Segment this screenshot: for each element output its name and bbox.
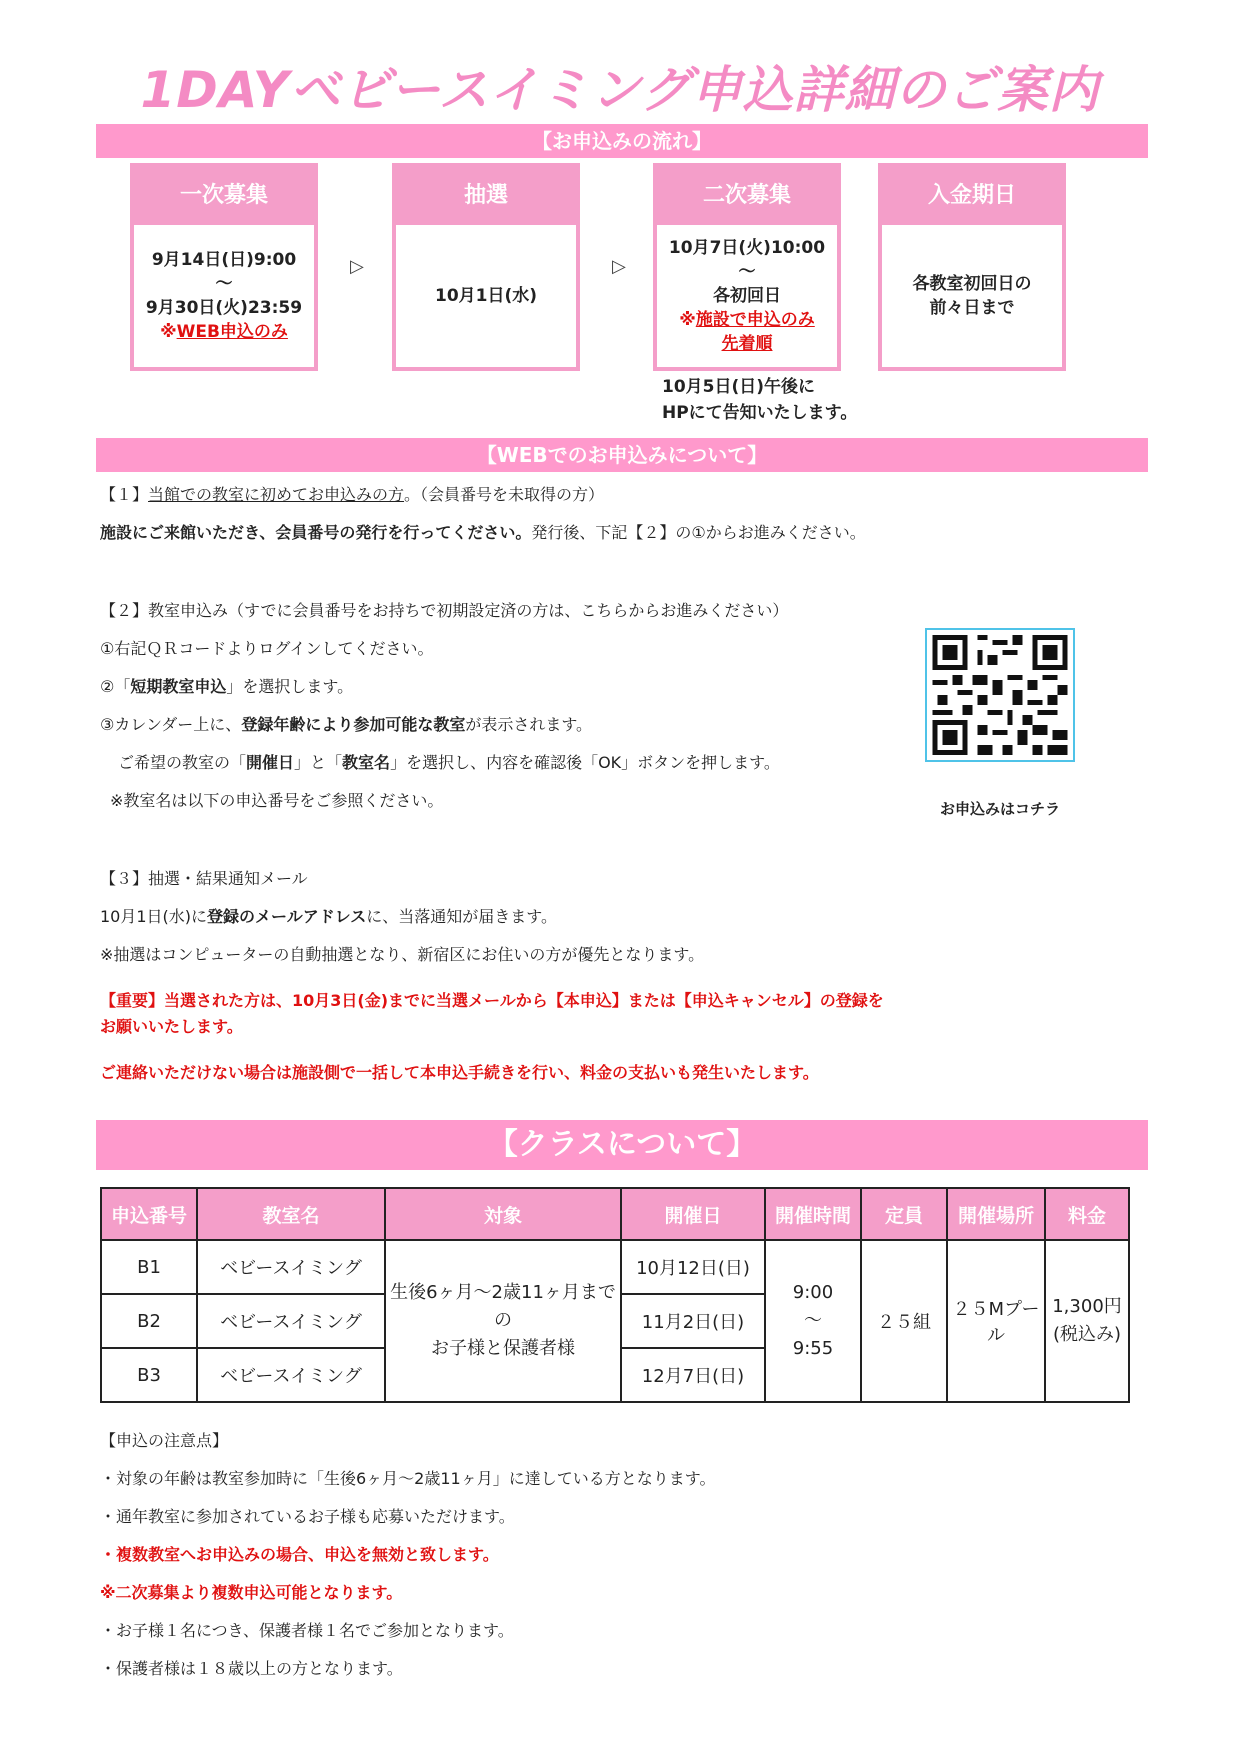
step-second-recruit [653,163,841,371]
text: 発行後、下記【２】の①からお進みください。 [531,523,866,542]
section3-title: 【３】抽選・結果通知メール [100,869,308,888]
flow-arrow-icon: ▷ [612,256,626,277]
section2-step3 [100,714,592,736]
text: に、当落通知が届きます。 [366,907,557,926]
step-first-recruit [130,163,318,371]
column-header: 開催場所 [947,1188,1045,1240]
step-line: 9月30日(火)23:59 [145,298,303,318]
column-header: 申込番号 [101,1188,197,1240]
section2-step2 [100,676,353,698]
time-line: 9:55 [792,1338,834,1359]
step-label: 二次募集 [657,167,837,225]
column-header: 開催時間 [765,1188,861,1240]
step-line: ～ [738,262,756,282]
section2-step3-detail [118,752,780,774]
text: 」を選択し、内容を確認後「OK」ボタンを押します。 [390,753,780,772]
note-item: ・お子様１名につき、保護者様１名でご参加となります。 [100,1621,514,1640]
announce-note [662,374,857,426]
section-aside: 。（会員番号を未取得の方） [404,485,605,504]
class-capacity: ２５組 [861,1240,947,1402]
note-item-warning: ・複数教室へお申込みの場合、申込を無効と致します。 [100,1545,499,1564]
section2-reference: ※教室名は以下の申込番号をご参照ください。 [110,791,444,810]
emphasis: 登録年齢により参加可能な教室 [241,715,466,734]
first-come-note: 先着順 [721,334,773,354]
class-name: ベビースイミング [197,1348,385,1402]
note-prefix: ※ [160,322,177,342]
fee-line: (税込み) [1052,1324,1122,1345]
important-line2: お願いいたします。 [100,1017,243,1036]
column-header: 開催日 [621,1188,765,1240]
step-label: 一次募集 [134,167,314,225]
column-header: 教室名 [197,1188,385,1240]
class-number: B2 [101,1294,197,1348]
page-title: 1DAYベビースイミング申込詳細のご案内 [140,61,1100,119]
text: 」と「 [294,753,343,772]
step-line: 10月1日(水) [434,286,538,306]
qr-code-icon [927,630,1073,760]
emphasis: 施設にご来館いただき、会員番号の発行を行ってください。 [100,523,532,542]
emphasis: 登録のメールアドレス [207,907,367,926]
class-date: 12月7日(日) [621,1348,765,1402]
table-row [101,1240,1129,1294]
class-date: 11月2日(日) [621,1294,765,1348]
text: ②「 [100,677,131,696]
column-header: 対象 [385,1188,621,1240]
time-line: ～ [804,1310,822,1331]
column-header: 料金 [1045,1188,1129,1240]
text: が表示されます。 [465,715,593,734]
emphasis: 短期教室申込 [130,677,227,696]
classes-header: 【クラスについて】 [96,1120,1148,1170]
step-line: 前々日まで [929,298,1015,318]
step-payment-deadline [878,163,1066,371]
class-target [385,1240,621,1402]
note-prefix: ※ [679,310,696,330]
class-fee [1045,1240,1129,1402]
fee-line: 1,300円 [1052,1296,1122,1317]
note-item-warning: ※二次募集より複数申込可能となります。 [100,1583,403,1602]
step-label: 入金期日 [882,167,1062,225]
text: ご希望の教室の「 [118,753,247,772]
section-subject: 当館での教室に初めてお申込みの方 [148,485,405,504]
announce-line: 10月5日(日)午後に [662,377,816,397]
section-number: 【１】 [100,485,149,504]
important-line3: ご連絡いただけない場合は施設側で一括して本申込手続きを行い、料金の支払いも発生いたします。 [100,1063,819,1082]
section1-title [100,484,604,506]
class-name: ベビースイミング [197,1294,385,1348]
section1-body [100,522,866,544]
target-line: お子様と保護者様 [431,1338,575,1359]
table-header-row [101,1188,1129,1240]
text: 10月1日(水)に [100,907,208,926]
step-line: ～ [215,274,233,294]
facility-only-link[interactable]: 施設で申込のみ [695,310,815,330]
class-number: B3 [101,1348,197,1402]
note-item: ・通年教室に参加されているお子様も応募いただけます。 [100,1507,515,1526]
note-item: ・対象の年齢は教室参加時に「生後6ヶ月～2歳11ヶ月」に達している方となります。 [100,1469,716,1488]
section3-line1 [100,906,557,928]
notes-title: 【申込の注意点】 [100,1431,229,1450]
step-line: 9月14日(日)9:00 [151,250,297,270]
class-table [100,1187,1130,1403]
class-time [765,1240,861,1402]
class-name: ベビースイミング [197,1240,385,1294]
step-lottery [392,163,580,371]
class-date: 10月12日(日) [621,1240,765,1294]
text: ③カレンダー上に、 [100,715,242,734]
step-line: 10月7日(火)10:00 [668,238,826,258]
announce-line: HPにて告知いたします。 [662,403,858,423]
emphasis: 開催日 [246,753,295,772]
class-number: B1 [101,1240,197,1294]
column-header: 定員 [861,1188,947,1240]
web-only-link[interactable]: WEB申込のみ [176,322,288,342]
emphasis: 教室名 [342,753,391,772]
flow-header: 【お申込みの流れ】 [96,124,1148,158]
important-line1: 【重要】当選された方は、10月3日(金)までに当選メールから【本申込】または【申込キャンセル】の登録を [100,991,884,1010]
section2-title: 【２】教室申込み（すでに会員番号をお持ちで初期設定済の方は、こちらからお進みください） [100,601,789,620]
note-item: ・保護者様は１８歳以上の方となります。 [100,1659,403,1678]
class-place: ２５Mプール [947,1240,1045,1402]
step-label: 抽選 [396,167,576,225]
target-line: 生後6ヶ月～2歳11ヶ月までの [390,1282,616,1331]
web-header: 【WEBでのお申込みについて】 [96,438,1148,472]
qr-code[interactable] [925,628,1075,762]
qr-caption: お申込みはコチラ [939,800,1060,818]
time-line: 9:00 [792,1282,834,1303]
step-line: 各教室初回日の [912,274,1032,294]
section3-line2: ※抽選はコンピューターの自動抽選となり、新宿区にお住いの方が優先となります。 [100,945,705,964]
section2-step1: ①右記ＱＲコードよりログインしてください。 [100,639,434,658]
step-line: 各初回日 [713,286,781,306]
flow-arrow-icon: ▷ [350,256,364,277]
text: 」を選択します。 [226,677,354,696]
